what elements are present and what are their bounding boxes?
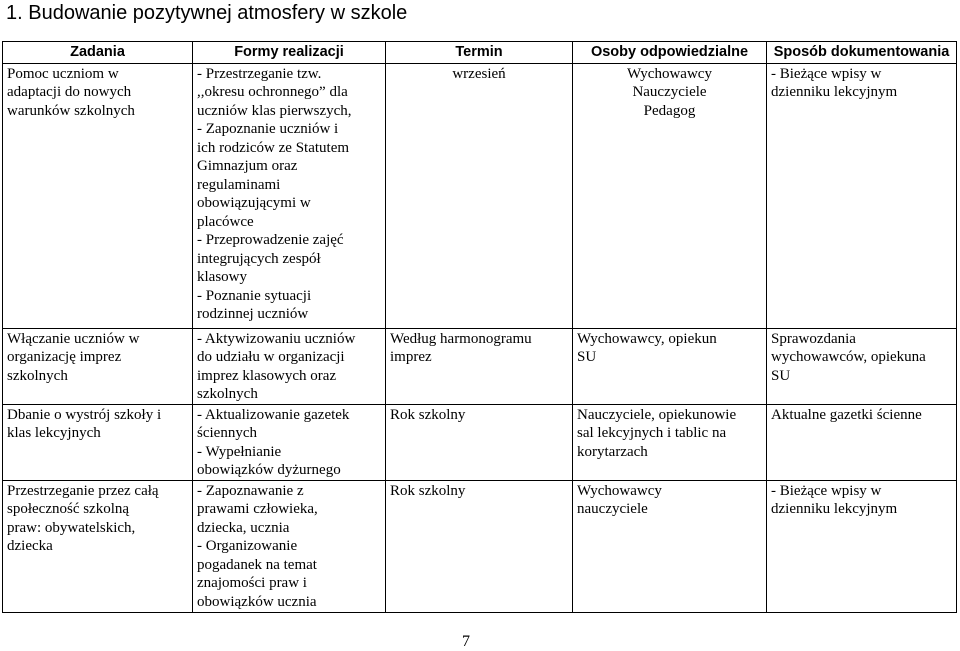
cell-line: Rok szkolny bbox=[390, 482, 466, 499]
cell-line: SU bbox=[771, 367, 791, 384]
cell-line: SU bbox=[577, 349, 597, 365]
cell-line: praw: obywatelskich, bbox=[7, 519, 136, 536]
cell-formy bbox=[193, 404, 386, 480]
cell-line: szkolnych bbox=[197, 386, 258, 402]
cell-line: - Zapoznanie uczniów i bbox=[197, 121, 339, 137]
cell-sposob bbox=[767, 328, 957, 404]
cell-termin bbox=[386, 404, 573, 480]
cell-line: imprez klasowych oraz bbox=[197, 367, 337, 384]
cell-formy bbox=[193, 480, 386, 612]
table-row bbox=[3, 328, 957, 404]
cell-line: ich rodziców ze Statutem bbox=[197, 139, 350, 156]
cell-line: obowiązków ucznia bbox=[197, 593, 317, 610]
cell-line: Aktualne gazetki ścienne bbox=[771, 406, 922, 423]
cell-line: uczniów klas pierwszych, bbox=[197, 102, 352, 119]
cell-termin bbox=[386, 328, 573, 404]
cell-line: adaptacji do nowych bbox=[7, 84, 132, 100]
cell-line: klas lekcyjnych bbox=[7, 425, 101, 441]
table-row bbox=[3, 480, 957, 612]
cell-line: sal lekcyjnych i tablic na bbox=[577, 425, 727, 441]
cell-line: regulaminami bbox=[197, 176, 281, 193]
cell-line: - Bieżące wpisy w bbox=[771, 482, 882, 499]
cell-line: placówce bbox=[197, 213, 254, 230]
cell-line: wychowawców, opiekuna bbox=[771, 349, 926, 365]
cell-line: Według harmonogramu bbox=[390, 330, 532, 347]
cell-line: - Organizowanie bbox=[197, 538, 298, 554]
cell-line: warunków szkolnych bbox=[7, 102, 135, 119]
header-osoby-odpowiedzialne: Osoby odpowiedzialne bbox=[573, 42, 767, 64]
cell-line: wrzesień bbox=[452, 65, 506, 82]
cell-line: korytarzach bbox=[577, 443, 648, 460]
header-sposob-dokumentowania: Sposób dokumentowania bbox=[767, 42, 957, 64]
cell-line: Włączanie uczniów w bbox=[7, 330, 140, 347]
cell-line: Dbanie o wystrój szkoły i bbox=[7, 406, 162, 423]
cell-zadania bbox=[3, 404, 193, 480]
cell-line: Przestrzeganie przez całą bbox=[7, 482, 159, 499]
table-row bbox=[3, 404, 957, 480]
cell-zadania bbox=[3, 63, 193, 328]
cell-line: Nauczyciele bbox=[632, 84, 707, 100]
cell-formy bbox=[193, 328, 386, 404]
cell-line: klasowy bbox=[197, 269, 247, 285]
cell-sposob bbox=[767, 63, 957, 328]
cell-line: - Zapoznawanie z bbox=[197, 482, 304, 499]
cell-line: rodzinnej uczniów bbox=[197, 306, 309, 322]
cell-line: do udziału w organizacji bbox=[197, 349, 345, 365]
plan-table bbox=[2, 41, 957, 613]
cell-line: pogadanek na temat bbox=[197, 556, 317, 573]
cell-line: - Aktualizowanie gazetek bbox=[197, 406, 350, 423]
cell-line: dzienniku lekcyjnym bbox=[771, 84, 898, 100]
header-termin: Termin bbox=[386, 42, 573, 64]
cell-sposob bbox=[767, 480, 957, 612]
cell-line: - Aktywizowaniu uczniów bbox=[197, 330, 356, 347]
cell-zadania bbox=[3, 328, 193, 404]
cell-line: Rok szkolny bbox=[390, 406, 466, 423]
cell-line: Wychowawcy bbox=[627, 65, 712, 82]
header-formy-realizacji: Formy realizacji bbox=[193, 42, 386, 64]
cell-line: społeczność szkolną bbox=[7, 501, 130, 517]
cell-line: znajomości praw i bbox=[197, 575, 307, 591]
cell-line: ,,okresu ochronnego” dla bbox=[197, 84, 348, 100]
cell-zadania bbox=[3, 480, 193, 612]
cell-line: Sprawozdania bbox=[771, 330, 856, 347]
cell-line: obowiązującymi w bbox=[197, 195, 311, 211]
cell-line: - Przestrzeganie tzw. bbox=[197, 65, 322, 82]
cell-sposob bbox=[767, 404, 957, 480]
cell-osoby bbox=[573, 480, 767, 612]
cell-line: dziecka, ucznia bbox=[197, 519, 290, 536]
cell-termin bbox=[386, 63, 573, 328]
cell-line: obowiązków dyżurnego bbox=[197, 462, 341, 478]
cell-osoby bbox=[573, 328, 767, 404]
header-zadania: Zadania bbox=[3, 42, 193, 64]
cell-line: - Bieżące wpisy w bbox=[771, 65, 882, 82]
table-header-row bbox=[3, 42, 957, 64]
cell-termin bbox=[386, 480, 573, 612]
section-heading: 1. Budowanie pozytywnej atmosfery w szkole bbox=[6, 2, 408, 24]
cell-line: Wychowawcy, opiekun bbox=[577, 330, 717, 347]
cell-line: imprez bbox=[390, 349, 432, 365]
cell-line: - Przeprowadzenie zajęć bbox=[197, 232, 344, 248]
cell-line: dziecka bbox=[7, 538, 53, 554]
cell-line: organizację imprez bbox=[7, 349, 122, 365]
cell-line: - Wypełnianie bbox=[197, 443, 282, 460]
cell-line: Nauczyciele, opiekunowie bbox=[577, 406, 737, 423]
cell-line: Pomoc uczniom w bbox=[7, 65, 119, 82]
cell-line: Gimnazjum oraz bbox=[197, 158, 298, 174]
cell-line: nauczyciele bbox=[577, 501, 648, 517]
cell-line: Wychowawcy bbox=[577, 482, 662, 499]
cell-line: integrujących zespół bbox=[197, 250, 321, 267]
table-row bbox=[3, 63, 957, 328]
cell-osoby bbox=[573, 404, 767, 480]
cell-formy bbox=[193, 63, 386, 328]
cell-line: prawami człowieka, bbox=[197, 501, 318, 517]
cell-line: - Poznanie sytuacji bbox=[197, 287, 312, 304]
cell-osoby bbox=[573, 63, 767, 328]
cell-line: szkolnych bbox=[7, 367, 68, 384]
cell-line: dzienniku lekcyjnym bbox=[771, 501, 898, 517]
cell-line: Pedagog bbox=[643, 102, 696, 119]
cell-line: ściennych bbox=[197, 425, 257, 441]
page-number: 7 bbox=[462, 633, 470, 650]
